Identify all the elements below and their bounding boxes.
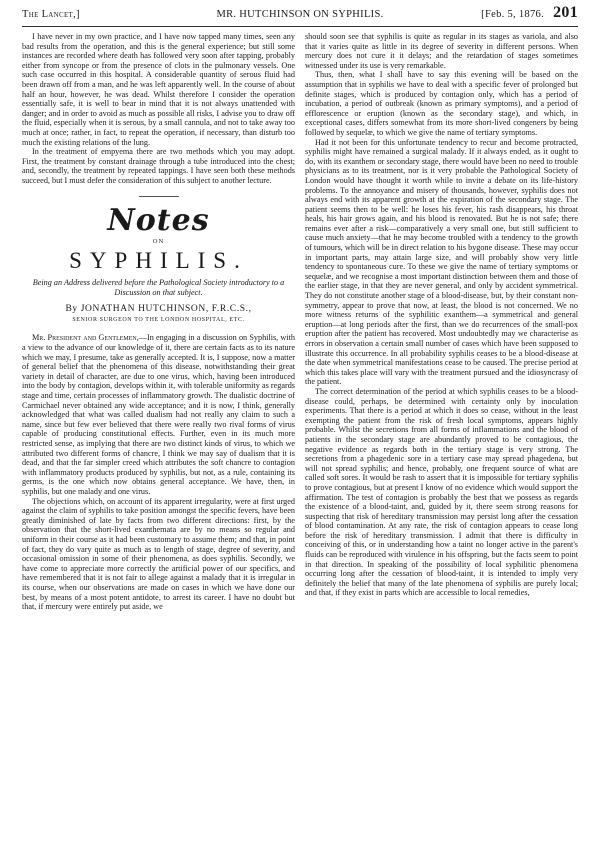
body-paragraph: I have never in my own practice, and I have now tapped many times, seen any bad results from the operation, and this is the general experience; but still some instances are recorded where death has followed very soon after tapping, probably either from syncope or from the presence of clots in the pulmonary vessels. One such case occurred in this hospital. A considerable quantity of serous fluid had been drawn off from a man, and he was left apparently well. In the course of about half an hour, however, he was dead. Whilst therefore I consider the operation essentially safe, it is well to bear in mind that it is not always unattended with danger; and in order to avoid as much as possible all risks, I advise you to draw off the fluid, especially when it is serous, by a small cannula, and not to take away too much at once; rather, in fact, to repeat the operation, if necessary, than disturb too much the existing relations of the lung. [22,32,295,147]
author-byline: By JONATHAN HUTCHINSON, F.R.C.S., [65,304,252,315]
section-divider [139,196,179,197]
body-paragraph [22,333,295,496]
left-column [22,32,295,850]
body-paragraph: In the treatment of empyema there are two methods which you may adopt. First, the treatment by constant drainage through a tube introduced into the chest; and, secondly, the treatment by repeated tappings. I have seen both these methods succeed, but I must defer the consideration of this subject to another lecture. [22,147,295,185]
header-rule [22,26,578,27]
body-paragraph: The objections which, on account of its apparent irregularity, were at first urged against the claim of syphilis to take position amongst the specific fevers, have been greatly diminished of late by facts from two different directions: first, by the observation that the short-lived exanthemata are by no means so regular and uniform in their course as it had been customary to assume them; and that, in point of fact, they do vary quite as much as to length of stage, degree of severity, and occasional omission in some of their phenomena, as does syphilis. Secondly, we have come to appreciate more correctly the artificial power of our specifics, and have remembered that it is not fair to allege against a malady that it is irregular in its course, when our observations are made on cases in which we have done our best, by means of a most potent antidote, to arrest its career. I have no doubt but that, if mercury were entirely put aside, we [22,496,295,612]
title-notes: Notes [107,202,210,238]
body-paragraph: should soon see that syphilis is quite as regular in its stages as variola, and also that it varies quite as little in its degree of severity in different persons. When mercury does not cure it it delays; and the retardation of stages sometimes witnessed under its use is very remarkable. [305,32,578,70]
body-paragraph: The correct determination of the period at which syphilis ceases to be a blood-disease could, perhaps, be determined with certainty only by inoculation experiments. That there is a period at which it does so cease, without in the least exempting the patient from the risk of fresh local symptoms, appears highly probable. Whilst the secretions from all forms of inflammations and the blood of patients in the secondary stage are abundantly proved to be contagious, the negative evidence as regards both in the tertiary stage is very strong. The secretions from a phagedenic sore in a tertiary case may spread phagedena, but will not spread syphilis; and hence, probably, one frequent source of what are called soft sores. It would be rash to assert that it is impossible for tertiary syphilis to prove contagious, but at present I know of no evidence which would support the affirmation. The test of contagion is probably the best that we possess as regards the existence of a blood-taint, and, guided by it, there seem strong reasons for suspecting that risk of hereditary transmission may persist long after the cessation of blood contamination. At any rate, the risk of contagion appears to cease long before the risk of hereditary transmission. I admit that there is difficulty in conceiving of this, or in understanding how a taint no longer active in the parent's fluids can be reproduced with virulence in his offspring, but the facts seem to point in that direction. In speaking of the possibility of local syphilitic phenomena occurring long after the cessation of blood-taint, it is intended to imply very definitely the belief that many of the late phenomena of syphilis are purely local; and that, if they exist in parts which are accessible to local remedies, [305,386,578,598]
article-subtitle: Being an Address delivered before the Pathological Society introductory to a Discussion on that subject. [32,278,285,297]
salutation: Mr. President and Gentlemen, [32,333,139,343]
author-affiliation: SENIOR SURGEON TO THE LONDON HOSPITAL, ETC. [72,316,245,323]
running-header [22,4,578,24]
issue-date: [Feb. 5, 1876. [481,9,544,20]
journal-name: The Lancet,] [22,9,80,20]
right-column [305,32,578,850]
article-title [22,202,295,275]
title-on: ON [152,237,165,245]
title-syphilis: SYPHILIS. [69,248,248,274]
page-number: 201 [553,4,578,21]
body-paragraph: Thus, then, what I shall have to say this evening will be based on the assumption that in syphilis we have to deal with a specific fever of prolonged but definite stages, which is produced by contagion only, which has a period of incubation, a period of outbreak (known as primary symptoms), and a period of efflorescence or eruption (known as the secondary stage), and which, in exceptional cases, differs somewhat from its more short-lived congeners by being followed by sequelæ, to which we give the name of tertiary symptoms. [305,70,578,137]
body-paragraph: Had it not been for this unfortunate tendency to recur and become protracted, syphilis might have remained a surgical malady. If it always ended, as it ought to do, with its exanthem or secondary stage, there would have been no need to trouble physicians as to its treatment, nor is it very probable the Pathological Society of London would have thought it worth while to invite a debate on its life-history problems. To the annoyance and misery of thousands, however, syphilis does not always end with its apparent growth at the expiration of the secondary stage. The patient seems then to be well: he loses his fever, his rash disappears, his throat heals, his hair grows again, and his blood is renovated. But he is not safe; there remains ever after a risk—comparatively a very small one, but still sufficient to cause much anxiety—that he may become troubled with a tendency to the growth of tumours, which will be in direct relation to his bygone disease. These may occur in important parts, may attain large size, and will probably show very little tendency to spontaneous cure. To these we give the name of tertiary symptoms or sequelæ, and we recognise a most important distinction between them and those of the earlier stage, in that they are never general, and only by accident symmetrical. They do not constitute another stage of a blood-disease, but, by their constant non-symmetry, appear to prove that now, at least, the blood is not concerned. We no more witness returns of the syphilitic exanthem—a symmetrical and general eruption—at long periods after the first, than we do recurrences of the small-pox eruption after the patient has recovered. Most undoubtedly may we characterise as errors in observation a certain small number of cases which have been supposed to illustrate this occurrence. In all probability syphilis ceases to be a blood-disease at the date when symmetrical manifestations cease to be caused. The precise period at which this takes place will vary with the treatment pursued and the idiosyncrasy of the patient. [305,137,578,387]
running-title: MR. HUTCHINSON ON SYPHILIS. [216,9,384,20]
paragraph-text: —In engaging in a discussion on Syphilis, with a view to the advance of our knowledge of it, there are certain facts as to its nature which we may, I presume, take as generally accepted. It is, I suppose, now a matter of general belief that the phenomena of this disease, notwithstanding their great variety in detail of character, are due to one virus, which, having been introduced into the body by contagion, develops within it, with tolerable uniformity as regards stage and time, certain processes of inflammatory growth. The dualistic doctrine of Carmichael never obtained any wide acceptance; and it is now, I think, generally acknowledged that what was called dualism had not really any claim to such a name, since but few ever believed that there were really two rival forms of virus capable of producing constitutional effects. Further, even in its much more restricted sense, as implying that there are two distinct kinds of virus, to which we attributed two different forms of chancre, I think we may say of dualism that it is dead, and that the far simpler creed which attributes the soft chancre to contagion with inflammatory products produced by syphilis, but not, as a rule, containing its germs, is the one which now obtains general acceptance. We have, then, in syphilis, but one malady and one virus. [22,333,295,496]
